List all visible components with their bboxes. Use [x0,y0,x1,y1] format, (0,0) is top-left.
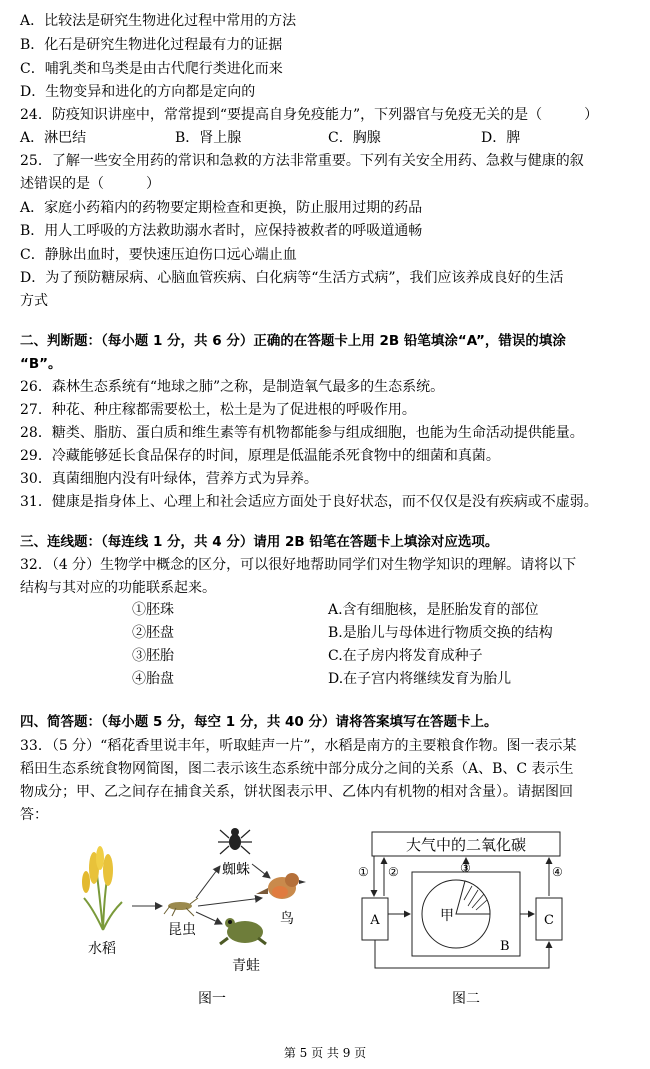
arrow-insect-to-spider [196,866,220,898]
label-3: ③ [460,861,471,875]
label-4: ④ [552,865,563,879]
figure2-caption: 图二 [452,991,480,1007]
q24-option-a: A．淋巴结 [20,130,87,146]
judge-item-29: 29．冷藏能够延长食品保存的时间，原理是低温能杀死食物中的细菌和真菌。 [20,448,500,464]
component-a-label: A [370,913,380,928]
match-left-3: ③胚胎 [132,648,174,664]
frog-label: 青蛙 [232,958,260,974]
section2-title-line1: 二、判断题：（每小题 1 分，共 6 分）正确的在答题卡上用 2B 铅笔填涂“A”，错误的填涂 [20,333,566,349]
match-right-b: B.是胎儿与母体进行物质交换的结构 [328,625,553,641]
match-left-4: ④胎盘 [132,671,174,687]
match-right-d: D.在子宫内将继续发育为胎儿 [328,671,512,687]
arrow-spider-to-bird [252,864,270,878]
figure1-food-web [70,820,330,980]
q23-option-d: D．生物变异和进化的方向都是定向的 [20,84,256,100]
judge-item-31: 31．健康是指身体上、心理上和社会适应方面处于良好状态，而不仅仅是没有疾病或不虚弱。 [20,494,598,510]
insect-icon [164,898,198,916]
section3-title: 三、连线题：（每连线 1 分，共 4 分）请用 2B 铅笔在答题卡上填涂对应选项。 [20,534,499,550]
match-left-2: ②胚盘 [132,625,174,641]
frog-icon [220,918,266,944]
judge-item-26: 26．森林生态系统有“地球之肺”之称，是制造氧气最多的生态系统。 [20,379,445,395]
co2-label: 大气中的二氧化碳 [405,836,527,854]
label-1: ① [358,865,369,879]
match-right-a: A.含有细胞核，是胚胎发育的部位 [328,602,539,618]
spider-icon [218,828,252,854]
match-left-1: ①胚珠 [132,602,174,618]
match-right-c: C.在子房内将发育成种子 [328,648,483,664]
q23-option-c: C．哺乳类和鸟类是由古代爬行类进化而来 [20,61,283,77]
figure1-caption: 图一 [198,991,226,1007]
figure2-carbon-cycle [352,828,582,976]
q24-option-d: D．脾 [481,130,521,146]
q25-option-b: B．用人工呼吸的方法救助溺水者时，应保持被救者的呼吸道通畅 [20,223,423,239]
q33-stem-line2: 稻田生态系统食物网简图，图二表示该生态系统中部分成分之间的关系（A、B、C 表示生 [20,761,574,777]
judge-item-27: 27．种花、种庄稼都需要松土，松土是为了促进根的呼吸作用。 [20,402,416,418]
section4-title: 四、简答题：（每小题 5 分，每空 1 分，共 40 分）请将答案填写在答题卡上。 [20,714,498,730]
q33-stem-line4: 答： [20,807,48,823]
judge-item-28: 28．糖类、脂肪、蛋白质和维生素等有机物都能参与组成细胞，也能为生命活动提供能量。 [20,425,584,441]
jia-label: 甲 [440,908,454,924]
rice-plant-icon [82,846,122,930]
q24-option-b: B．肾上腺 [175,130,242,146]
insect-label: 昆虫 [168,922,196,938]
rice-label: 水稻 [88,941,116,957]
q32-stem-line2: 结构与其对应的功能联系起来。 [20,580,216,596]
spider-label: 蜘蛛 [222,862,250,878]
q24-option-c: C．胸腺 [328,130,381,146]
section2-title-line2: “B”。 [20,356,62,372]
q25-option-d-line1: D．为了预防糖尿病、心脑血管疾病、白化病等“生活方式病”，我们应该养成良好的生活 [20,270,564,286]
page-footer: 第 5 页 共 9 页 [283,1046,367,1060]
arrow-insect-to-frog [196,912,222,924]
q23-option-a: A．比较法是研究生物进化过程中常用的方法 [20,13,297,29]
q25-option-d-line2: 方式 [20,293,48,309]
q25-option-a: A．家庭小药箱内的药物要定期检查和更换，防止服用过期的药品 [20,200,423,216]
q25-option-c: C．静脉出血时，要快速压迫伤口远心端止血 [20,247,297,263]
q23-option-b: B．化石是研究生物进化过程最有力的证据 [20,37,283,53]
component-c-label: C [544,913,554,928]
q32-stem-line1: 32．（4 分）生物学中概念的区分，可以很好地帮助同学们对生物学知识的理解。请将以下 [20,557,577,573]
arrow-insect-to-bird [198,898,262,906]
q25-stem-line1: 25．了解一些安全用药的常识和急救的方法非常重要。下列有关安全用药、急救与健康的叙 [20,153,584,169]
q33-stem-line3: 物成分；甲、乙之间存在捕食关系，饼状图表示甲、乙体内有机物的相对含量）。请据图回 [20,784,573,800]
component-b-label: B [500,939,510,954]
judge-item-30: 30．真菌细胞内没有叶绿体，营养方式为异养。 [20,471,318,487]
bird-icon [256,873,306,899]
q24-stem: 24．防疫知识讲座中，常常提到“要提高自身免疫能力”，下列器官与免疫无关的是（ ） [20,107,599,123]
q33-stem-line1: 33．（5 分）“稻花香里说丰年，听取蛙声一片”，水稻是南方的主要粮食作物。图一表示某 [20,738,577,754]
q25-stem-line2: 述错误的是（ ） [20,176,160,192]
label-2: ② [388,865,399,879]
bird-label: 鸟 [280,911,294,927]
